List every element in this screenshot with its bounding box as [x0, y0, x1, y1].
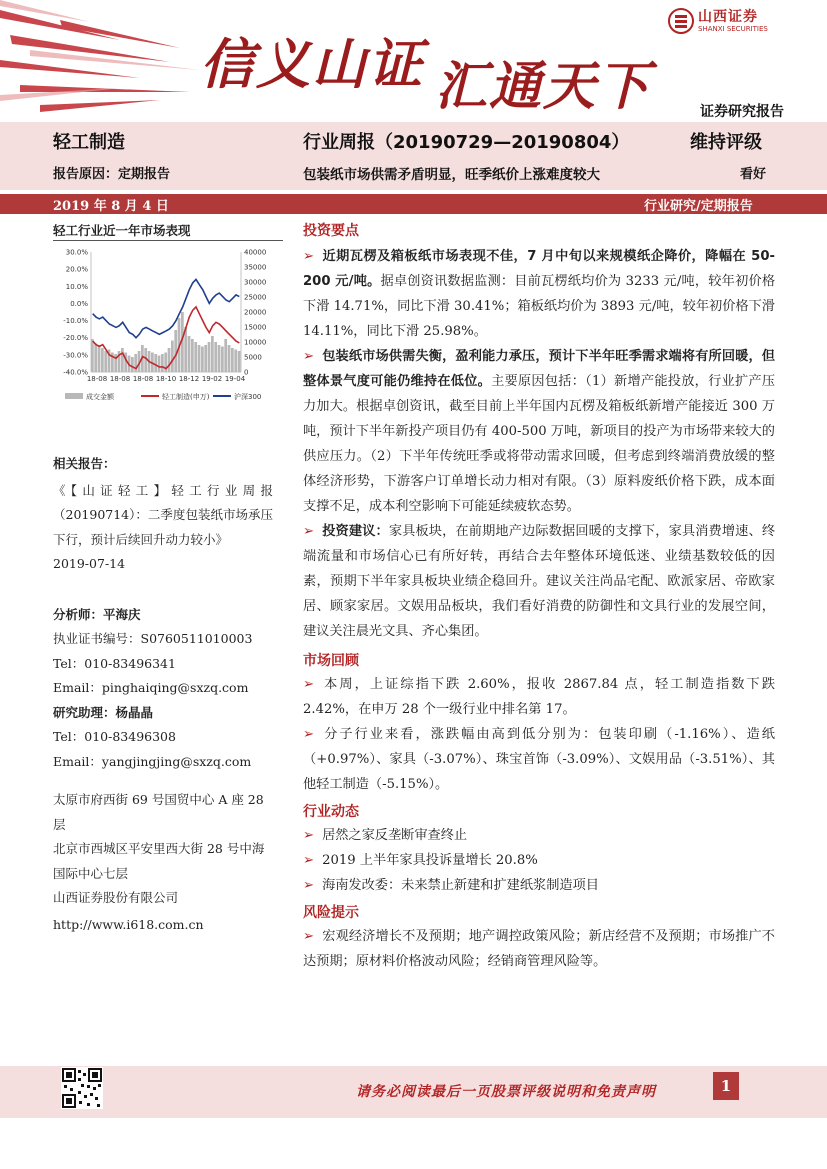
x-tick-label: 19-02	[201, 375, 223, 383]
chart-title: 轻工行业近一年市场表现	[53, 223, 191, 238]
volume-bar	[221, 347, 224, 373]
right-tick-label: 0	[244, 368, 249, 377]
news-item-1	[303, 823, 775, 848]
volume-bar	[214, 342, 217, 372]
key-point-3-text: 家具板块，在前期地产边际数据回暖的支撑下，家具消费增速、终端流量和市场信心已有所好转，再结合去年整体环境低迷、业绩基数较低的因素，预期下半年家具板块业绩企稳回升。建议关注尚品宅配、欧派家居、帝欧家居、顾家家居。文娱用品板块，我们看好消费的防御性和文具行业的发展空间，建议关注晨光文具、齐心集团。	[303, 524, 776, 639]
analyst-email[interactable]: Email：pinghaiqing@sxzq.com	[53, 680, 249, 695]
arrow-bullet-icon: ➢	[303, 929, 315, 944]
address-beijing: 北京市西城区平安里西大街 28 号中海国际中心七层	[53, 841, 265, 881]
website-link[interactable]: http://www.i618.com.cn	[53, 916, 204, 932]
qr-code-icon	[61, 1067, 103, 1109]
key-point-3-bold: 投资建议：	[322, 524, 389, 539]
news-item-1-text: 居然之家反垄断审查终止	[322, 828, 468, 843]
legend-label: 成交金额	[86, 393, 114, 401]
left-tick-label: 30.0%	[65, 248, 88, 257]
slogan-left: 信义山证	[200, 33, 424, 96]
news-item-3	[303, 873, 775, 898]
volume-bar	[98, 345, 101, 372]
left-tick-label: -40.0%	[63, 368, 88, 377]
rating-value: 看好	[740, 167, 767, 182]
right-tick-label: 40000	[244, 248, 267, 257]
volume-bar	[201, 347, 204, 373]
logo-mark-icon	[668, 8, 694, 34]
volume-bar	[234, 350, 237, 373]
key-point-1	[303, 244, 775, 344]
chart-title-underline	[53, 240, 283, 241]
rating-label: 维持评级	[690, 132, 762, 153]
legend-label: 沪深300	[234, 393, 262, 401]
arrow-bullet-icon: ➢	[303, 878, 315, 893]
volume-bar	[198, 345, 201, 372]
news-item-3-text: 海南发改委：未来禁止新建和扩建纸浆制造项目	[322, 878, 599, 893]
market-review-2-text: 分子行业来看，涨跌幅由高到低分别为：包装印刷（-1.16%）、造纸（+0.97%）、家具（-3.07%）、珠宝首饰（-3.09%）、文娱用品（-3.51%）、其他轻工制造（-5.15%）。	[303, 727, 775, 792]
volume-bar	[238, 351, 241, 372]
volume-bar	[194, 342, 197, 372]
section-title-market-review: 市场回顾	[303, 653, 359, 669]
key-point-1-bold: 近期瓦楞及箱板纸市场表现不佳，7 月中旬以来规模纸企降价，降幅在 50-200 元/吨。	[303, 249, 775, 289]
analyst-tel: Tel：010-83496341	[53, 655, 176, 671]
slogan-right: 汇通天下	[435, 57, 652, 117]
volume-bar	[161, 354, 164, 372]
industry-name: 轻工制造	[53, 132, 125, 153]
right-tick-label: 25000	[244, 293, 267, 302]
left-tick-label: 20.0%	[65, 265, 88, 274]
report-reason: 报告原因：定期报告	[53, 167, 171, 182]
sidebar-info	[53, 452, 273, 937]
volume-bar	[218, 345, 221, 372]
volume-bar	[224, 339, 227, 372]
x-tick-label: 18-10	[155, 375, 177, 383]
report-date: 2019 年 8 月 4 日	[53, 199, 169, 214]
news-item-2	[303, 848, 775, 873]
company-logo	[668, 6, 818, 38]
company-name-cn: 山西证券	[698, 9, 758, 25]
market-review-2	[303, 722, 775, 797]
left-tick-label: -30.0%	[63, 351, 88, 360]
left-tick-label: 10.0%	[65, 282, 88, 291]
key-point-3	[303, 519, 775, 644]
arrow-bullet-icon: ➢	[303, 524, 315, 539]
legend-label: 轻工制造(申万)	[162, 393, 210, 401]
top-banner	[0, 0, 827, 122]
report-category: 行业研究/定期报告	[644, 199, 753, 214]
right-tick-label: 5000	[244, 353, 262, 362]
x-tick-label: 18-12	[178, 375, 200, 383]
arrow-bullet-icon: ➢	[303, 727, 315, 742]
arrow-bullet-icon: ➢	[303, 249, 315, 264]
right-tick-label: 10000	[244, 338, 267, 347]
company-name-en: SHANXI SECURITIES	[698, 25, 768, 33]
volume-bar	[231, 348, 234, 372]
news-item-2-text: 2019 上半年家具投诉量增长 20.8%	[322, 853, 538, 868]
volume-bar	[94, 344, 97, 373]
volume-bar	[211, 336, 214, 372]
arrow-bullet-icon: ➢	[303, 828, 315, 843]
left-tick-label: -20.0%	[63, 334, 88, 343]
market-performance-chart	[53, 244, 283, 409]
volume-bar	[121, 348, 124, 372]
volume-bar	[158, 356, 161, 373]
volume-bar	[168, 348, 171, 372]
analyst-name: 分析师：平海庆	[53, 606, 141, 622]
right-tick-label: 30000	[244, 278, 267, 287]
right-tick-label: 35000	[244, 263, 267, 272]
address-taiyuan: 太原市府西街 69 号国贸中心 A 座 28 层	[53, 792, 264, 832]
key-point-2-text: 主要原因包括：（1）新增产能投放，行业扩产压力加大。根据卓创资讯，截至目前上半年国内瓦楞及箱板纸新增产能接近 300 万吨，预计下半年新投产项目仍有 400-500 万吨，新项目的投产为市场带来较大的供应压力。（2）下半年传统旺季或将带动需求回暖，但考虑到终端消费放缓的整体经济形势，下游客户订单增长动力相对有限。（3）原料废纸价格下跌，成本面支撑不足，成本利空影响下可能延续疲软态势。	[303, 374, 776, 514]
related-reports-label: 相关报告：	[53, 456, 116, 471]
x-tick-label: 18-08	[109, 375, 131, 383]
x-tick-label: 18-08	[86, 375, 108, 383]
left-tick-label: 0.0%	[70, 299, 88, 308]
section-title-key-points: 投资要点	[303, 223, 359, 239]
volume-bar	[208, 342, 211, 372]
market-review-1-text: 本周，上证综指下跌 2.60%，报收 2867.84 点，轻工制造指数下跌 2.42%，在申万 28 个一级行业中排名第 17。	[303, 677, 775, 717]
volume-bar	[191, 339, 194, 372]
volume-bar	[228, 345, 231, 372]
page-title: 行业周报（20190729—20190804）	[303, 132, 630, 153]
volume-bar	[204, 345, 207, 372]
volume-bar	[171, 341, 174, 373]
market-review-1	[303, 672, 775, 722]
related-report-link[interactable]: 《【山证轻工】轻工行业周报（20190714）：二季度包装纸市场承压下行，预计后续回升动力较小》	[53, 482, 273, 547]
key-point-1-text: 据卓创资讯数据监测：目前瓦楞纸均价为 3233 元/吨，较年初价格下滑 14.71%，同比下滑 30.41%；箱板纸均价为 3893 元/吨，较年初价格下滑 14.11%，同比下滑 25.98%。	[303, 274, 776, 339]
volume-bar	[91, 339, 94, 372]
report-type: 证券研究报告	[700, 104, 784, 120]
right-tick-label: 20000	[244, 308, 267, 317]
assistant-name: 研究助理：杨晶晶	[53, 704, 154, 720]
left-tick-label: -10.0%	[63, 317, 88, 326]
key-point-2-bold: 包装纸市场供需失衡，盈利能力承压，预计下半年旺季需求端将有所回暖，但整体景气度可能仍维持在低位。	[303, 349, 775, 389]
main-content	[303, 220, 775, 974]
volume-bar	[101, 348, 104, 372]
disclaimer-text: 请务必阅读最后一页股票评级说明和免责声明	[356, 1084, 656, 1100]
csi300-line	[93, 279, 240, 337]
arrow-bullet-icon: ➢	[303, 349, 315, 364]
page-number	[713, 1072, 739, 1100]
x-tick-label: 18-08	[132, 375, 154, 383]
arrow-bullet-icon: ➢	[303, 853, 315, 868]
analyst-cert: 执业证书编号：S0760511010003	[53, 631, 253, 646]
company-full-name: 山西证券股份有限公司	[53, 890, 179, 905]
assistant-tel: Tel：010-83496308	[53, 729, 176, 744]
arrow-bullet-icon: ➢	[303, 677, 315, 692]
risk-item-1	[303, 924, 775, 974]
volume-bar	[131, 357, 134, 372]
page-number-text: 1	[720, 1077, 732, 1095]
report-subtitle: 包装纸市场供需矛盾明显，旺季纸价上涨难度较大	[303, 167, 600, 183]
assistant-email[interactable]: Email：yangjingjing@sxzq.com	[53, 753, 252, 769]
key-point-2	[303, 344, 775, 519]
risk-item-1-text: 宏观经济增长不及预期；地产调控政策风险；新店经营不及预期；市场推广不达预期；原材料价格波动风险；经销商管理风险等。	[303, 929, 775, 969]
decorative-swoosh	[0, 0, 230, 122]
section-title-risk: 风险提示	[303, 905, 359, 921]
section-title-industry-news: 行业动态	[303, 804, 359, 820]
legend-swatch	[65, 393, 83, 399]
right-tick-label: 15000	[244, 323, 267, 332]
volume-bar	[154, 354, 157, 372]
related-report-date: 2019-07-14	[53, 556, 126, 571]
volume-bar	[188, 336, 191, 372]
volume-bar	[104, 351, 107, 372]
x-tick-label: 19-04	[224, 375, 246, 383]
